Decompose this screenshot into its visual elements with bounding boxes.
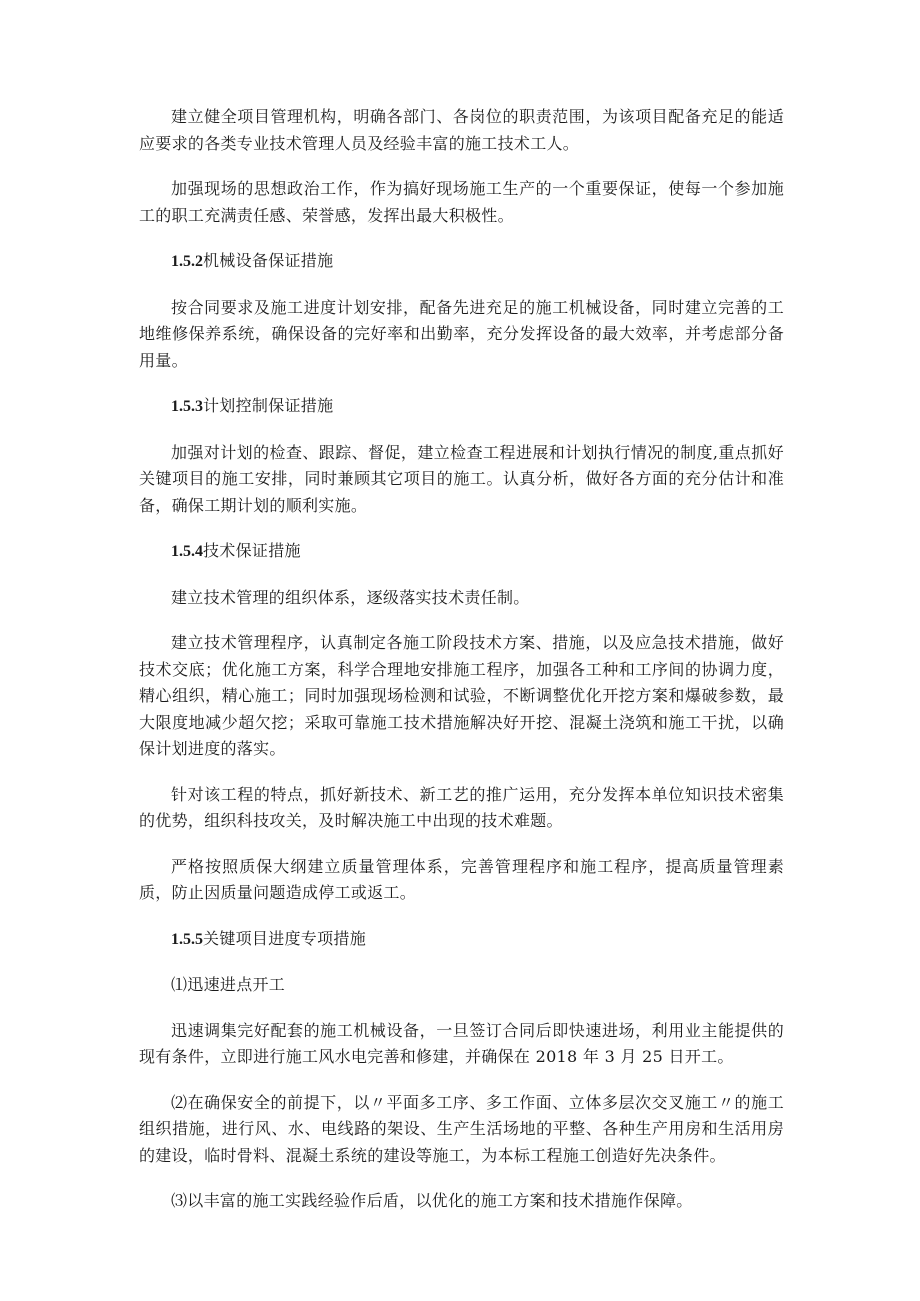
document-body bbox=[139, 104, 784, 1234]
section-heading-1-5-4 bbox=[139, 538, 784, 566]
paragraph: 建立技术管理的组织体系，逐级落实技术责任制。 bbox=[171, 587, 530, 607]
paragraph: 加强对计划的检查、跟踪、督促，建立检查工程进展和计划执行情况的制度,重点抓好关键项目的施工安排，同时兼顾其它项目的施工。认真分析，做好各方面的充分估计和准备，确保工期计划的顺利实施。 bbox=[139, 442, 784, 515]
list-item-1: ⑴迅速进点开工 bbox=[171, 975, 286, 994]
list-item-2: ⑵在确保安全的前提下，以〃平面多工序、多工作面、立体多层次交叉施工〃的施工组织措施，进行风、水、电线路的架设、生产生活场地的平整、各种生产用房和生活用房的建设，临时骨料、混凝土系统的建设等施工，为本标工程施工创造好先决条件。 bbox=[139, 1092, 784, 1165]
section-title: 机械设备保证措施 bbox=[203, 251, 334, 270]
section-number: 1.5.3 bbox=[171, 398, 203, 415]
paragraph: 针对该工程的特点，抓好新技术、新工艺的推广运用，充分发挥本单位知识技术密集的优势，组织科技攻关，及时解决施工中出现的技术难题。 bbox=[139, 784, 784, 830]
section-heading-1-5-2 bbox=[139, 248, 784, 276]
paragraph: 严格按照质保大纲建立质量管理体系，完善管理程序和施工程序，提高质量管理素质，防止因质量问题造成停工或返工。 bbox=[139, 856, 784, 902]
section-title: 关键项目进度专项措施 bbox=[203, 928, 367, 948]
paragraph: 加强现场的思想政治工作，作为搞好现场施工生产的一个重要保证，使每一个参加施工的职工充满责任感、荣誉感，发挥出最大积极性。 bbox=[139, 179, 784, 225]
section-number: 1.5.2 bbox=[171, 253, 203, 270]
paragraph: 按合同要求及施工进度计划安排，配备先进充足的施工机械设备，同时建立完善的工地维修保养系统，确保设备的完好率和出勤率，充分发挥设备的最大效率，并考虑部分备用量。 bbox=[139, 297, 784, 370]
section-heading-1-5-5 bbox=[139, 926, 784, 954]
paragraph: 建立技术管理程序，认真制定各施工阶段技术方案、措施，以及应急技术措施，做好技术交底；优化施工方案，科学合理地安排施工程序，加强各工种和工序间的协调力度，精心组织，精心施工；同时加强现场检测和试验，不断调整优化开挖方案和爆破参数，最大限度地减少超欠挖；采取可靠施工技术措施解决好开挖、混凝土浇筑和施工干扰，以确保计划进度的落实。 bbox=[139, 633, 784, 758]
paragraph: 迅速调集完好配套的施工机械设备，一旦签订合同后即快速进场，利用业主能提供的现有条件，立即进行施工风水电完善和修建，并确保在 2018 年 3 月 25 日开工。 bbox=[139, 1020, 784, 1066]
section-title: 技术保证措施 bbox=[203, 541, 301, 560]
paragraph: 建立健全项目管理机构，明确各部门、各岗位的职责范围，为该项目配备充足的能适应要求的各类专业技术管理人员及经验丰富的施工技术工人。 bbox=[139, 107, 784, 153]
list-item-3: ⑶以丰富的施工实践经验作后盾，以优化的施工方案和技术措施作保障。 bbox=[171, 1191, 693, 1210]
section-heading-1-5-3 bbox=[139, 393, 784, 421]
section-number: 1.5.5 bbox=[171, 930, 203, 948]
section-number: 1.5.4 bbox=[171, 543, 203, 560]
section-title: 计划控制保证措施 bbox=[203, 396, 334, 415]
